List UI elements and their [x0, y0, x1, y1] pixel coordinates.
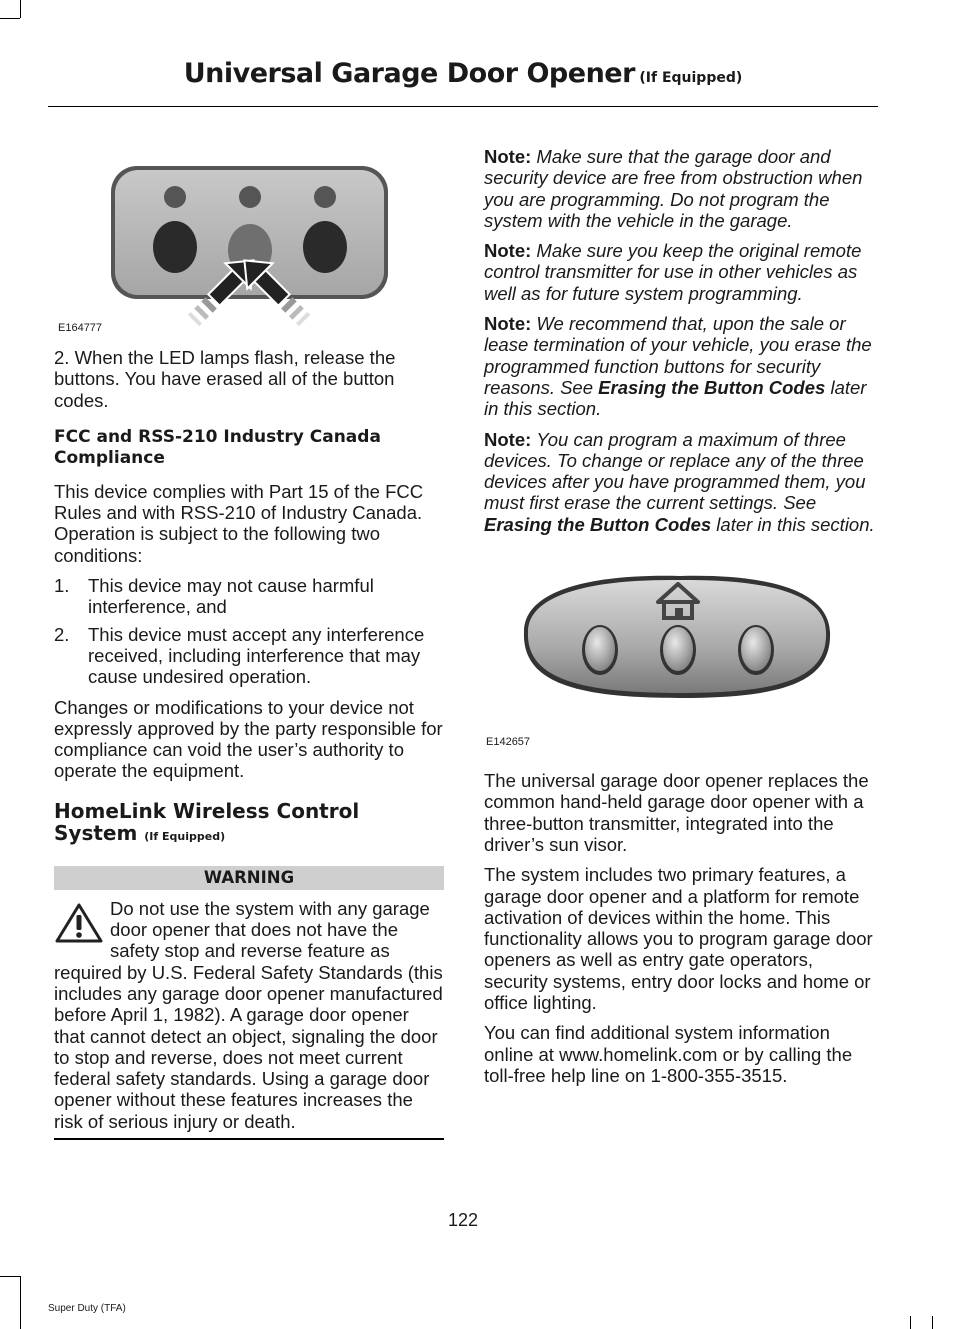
button-panel-illustration — [54, 140, 444, 330]
title-qualifier: (If Equipped) — [639, 70, 743, 86]
note-2 — [484, 240, 876, 304]
cross-reference: Erasing the Button Codes — [484, 513, 712, 535]
list-number: 2. — [54, 623, 70, 645]
fcc-intro: This device complies with Part 15 of the FCC Rules and with RSS-210 of Industry Canada. Operation is subject to the following two conditions: — [54, 480, 424, 566]
crop-mark — [910, 1316, 911, 1329]
edition-footer: Super Duty (TFA) — [48, 1303, 126, 1314]
note-label: Note: — [484, 240, 532, 262]
warning-label: WARNING — [54, 866, 444, 890]
paragraph-2: The system includes two primary features, a garage door opener and a platform for remote activation of devices within the home. This functionality allows you to program garage door openers as well as entry gate operators, security systems, entry door locks and home or office lighting. — [484, 864, 873, 1014]
list-text: This device may not cause harmful interference, and — [88, 575, 374, 618]
visor-transmitter-illustration — [484, 556, 876, 756]
step-2: 2. When the LED lamps flash, release the buttons. You have erased all of the button codes. — [54, 347, 396, 411]
figure-code: E142657 — [486, 736, 531, 749]
note-label: Note: — [484, 428, 532, 450]
crop-mark — [0, 18, 20, 19]
conditions-list — [54, 575, 444, 687]
figure-button-panel — [54, 140, 444, 335]
figure-visor-transmitter — [484, 544, 876, 764]
warning-text: Do not use the system with any garage door opener that does not have the safety stop and reverse feature as required by U.S. Federal Safety Standards (this includes any garage door opener manufactured before April 1, 1982). A garage door opener that cannot detect an object, signaling the door to stop and reverse, does not meet current federal safety standards. Using a garage door opener without these features increases the risk of serious injury or death. — [54, 897, 443, 1132]
note-text: later in this section. — [716, 513, 875, 535]
crop-mark — [20, 1276, 21, 1329]
left-column — [54, 140, 444, 1140]
fcc-heading: FCC and RSS-210 Industry Canada Compliance — [54, 426, 381, 468]
page-title — [48, 58, 878, 89]
crop-mark — [932, 1316, 933, 1329]
homelink-heading-text: HomeLink Wireless Control System — [54, 798, 360, 845]
homelink-qualifier: (If Equipped) — [144, 829, 226, 843]
note-text: later in this section. — [484, 376, 867, 420]
note-text: We recommend that, upon the sale or lease termination of your vehicle, you erase the programmed function buttons for security reasons. See — [484, 313, 872, 398]
note-text: You can program a maximum of three devices. To change or replace any of the three devices after you have programmed them, you must first erase the current settings. See — [484, 428, 866, 514]
figure-code: E164777 — [58, 322, 103, 334]
cross-reference: Erasing the Button Codes — [598, 376, 826, 398]
warning-triangle-icon — [54, 902, 104, 944]
crop-mark — [0, 1276, 20, 1277]
note-3 — [484, 313, 876, 419]
list-item — [54, 575, 444, 618]
list-text: This device must accept any interference received, including interference that may cause undesired operation. — [88, 623, 425, 688]
list-item — [54, 624, 444, 688]
crop-mark — [20, 0, 21, 18]
warning-box — [54, 898, 444, 1140]
page-number: 122 — [447, 1210, 479, 1230]
list-number: 1. — [54, 575, 70, 597]
title-main: Universal Garage Door Opener — [183, 58, 635, 89]
note-4 — [484, 429, 876, 535]
title-rule — [48, 106, 878, 107]
note-text: Make sure you keep the original remote control transmitter for use in other vehicles as well as for future system programming. — [484, 240, 862, 304]
paragraph-3: You can find additional system information online at www.homelink.com or by calling the toll-free help line on 1-800-355-3515. — [484, 1022, 853, 1086]
right-column — [484, 146, 876, 1095]
note-text: Make sure that the garage door and security device are free from obstruction when you are programming. Do not program the system with the vehicle in the garage. — [484, 146, 863, 231]
changes-paragraph: Changes or modifications to your device not expressly approved by the party responsible for compliance can void the user’s authority to operate the equipment. — [54, 696, 443, 782]
homelink-heading — [54, 800, 444, 848]
paragraph-1: The universal garage door opener replaces the common hand-held garage door opener with a three-button transmitter, integrated into the driver’s sun visor. — [484, 770, 869, 855]
note-label: Note: — [484, 146, 532, 167]
note-label: Note: — [484, 313, 532, 335]
note-1 — [484, 146, 876, 231]
